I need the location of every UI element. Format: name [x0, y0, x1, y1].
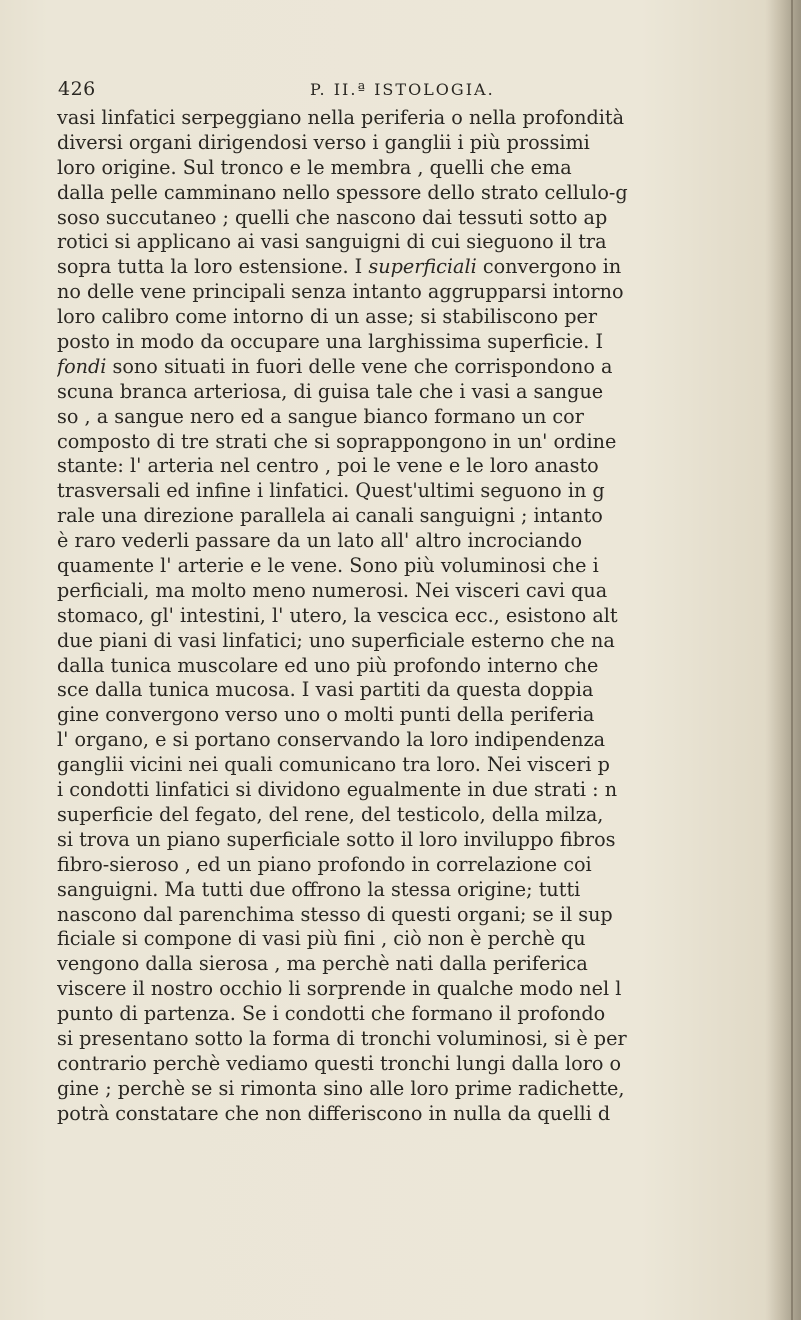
- running-head: P. II.ª ISTOLOGIA.: [310, 80, 495, 99]
- text-line: nascono dal parenchima stesso di questi organi; se il sup: [57, 902, 613, 926]
- text-line: è raro vederli passare da un lato all' altro incrociando: [57, 529, 582, 553]
- page-header: [58, 78, 758, 106]
- text-line: potrà constatare che non differiscono in nulla da quelli d: [57, 1101, 611, 1125]
- text-line: scuna branca arteriosa, di guisa tale che i vasi a sangue: [57, 379, 604, 403]
- text-line: dalla pelle camminano nello spessore dello strato cellulo-g: [57, 180, 628, 204]
- text-line: quamente l' arterie e le vene. Sono più voluminosi che i: [57, 554, 599, 578]
- text-line: loro origine. Sul tronco e le membra , quelli che ema: [57, 155, 572, 179]
- text-line: fondi sono situati in fuori delle vene che corrispondono a: [57, 354, 613, 378]
- text-line: posto in modo da occupare una larghissima superficie. I: [57, 330, 604, 354]
- text-line: si trova un piano superficiale sotto il loro inviluppo fibros: [57, 827, 616, 851]
- text-line: soso succutaneo ; quelli che nascono dai tessuti sotto ap: [57, 205, 608, 229]
- text-line: fibro-sieroso , ed un piano profondo in correlazione coi: [57, 852, 592, 876]
- text-line: so , a sangue nero ed a sangue bianco formano un cor: [57, 404, 584, 428]
- text-line: i condotti linfatici si dividono egualmente in due strati : n: [57, 778, 618, 802]
- page-edge-shadow: [765, 0, 801, 1320]
- page-number: 426: [58, 78, 96, 100]
- text-line: gine convergono verso uno o molti punti della periferia: [57, 703, 595, 727]
- text-line: rale una direzione parallela ai canali sanguigni ; intanto: [57, 504, 603, 528]
- text-line: dalla tunica muscolare ed uno più profondo interno che: [57, 653, 599, 677]
- text-line: vasi linfatici serpeggiano nella periferia o nella profondità: [57, 106, 625, 129]
- text-line: stante: l' arteria nel centro , poi le vene e le loro anasto: [57, 454, 599, 478]
- text-line: sce dalla tunica mucosa. I vasi partiti da questa doppia: [57, 678, 594, 702]
- text-line: rotici si applicano ai vasi sanguigni di cui sieguono il tra: [57, 230, 607, 254]
- text-line: loro calibro come intorno di un asse; si stabiliscono per: [57, 305, 598, 329]
- text-line: contrario perchè vediamo questi tronchi lungi dalla loro o: [57, 1051, 622, 1075]
- text-line: perficiali, ma molto meno numerosi. Nei visceri cavi qua: [57, 578, 608, 602]
- text-line: si presentano sotto la forma di tronchi voluminosi, si è per: [57, 1026, 627, 1050]
- text-line: due piani di vasi linfatici; uno superficiale esterno che na: [57, 628, 615, 652]
- text-line: punto di partenza. Se i condotti che formano il profondo: [57, 1002, 606, 1026]
- text-line: vengono dalla sierosa , ma perchè nati dalla periferica: [57, 952, 588, 976]
- page-edge-line: [791, 0, 793, 1320]
- text-line: superficie del fegato, del rene, del testicolo, della milza,: [57, 802, 604, 826]
- text-line: viscere il nostro occhio li sorprende in qualche modo nel l: [57, 977, 622, 1001]
- text-line: composto di tre strati che si soprappongono in un' ordine: [57, 429, 617, 453]
- text-line: ficiale si compone di vasi più fini , ciò non è perchè qu: [57, 927, 586, 951]
- body-text: [57, 106, 769, 1127]
- text-line: no delle vene principali senza intanto aggrupparsi intorno: [57, 280, 624, 304]
- text-line: sanguigni. Ma tutti due offrono la stessa origine; tutti: [57, 877, 581, 901]
- text-line: diversi organi dirigendosi verso i ganglii i più prossimi: [57, 130, 590, 154]
- text-line: ganglii vicini nei quali comunicano tra loro. Nei visceri p: [57, 753, 610, 777]
- text-line: gine ; perchè se si rimonta sino alle loro prime radichette,: [57, 1076, 625, 1100]
- text-line: sopra tutta la loro estensione. I superficiali convergono in: [57, 255, 622, 279]
- text-line: trasversali ed infine i linfatici. Quest'ultimi seguono in g: [57, 479, 605, 503]
- text-line: l' organo, e si portano conservando la loro indipendenza: [57, 728, 606, 752]
- text-line: stomaco, gl' intestini, l' utero, la vescica ecc., esistono alt: [57, 603, 618, 627]
